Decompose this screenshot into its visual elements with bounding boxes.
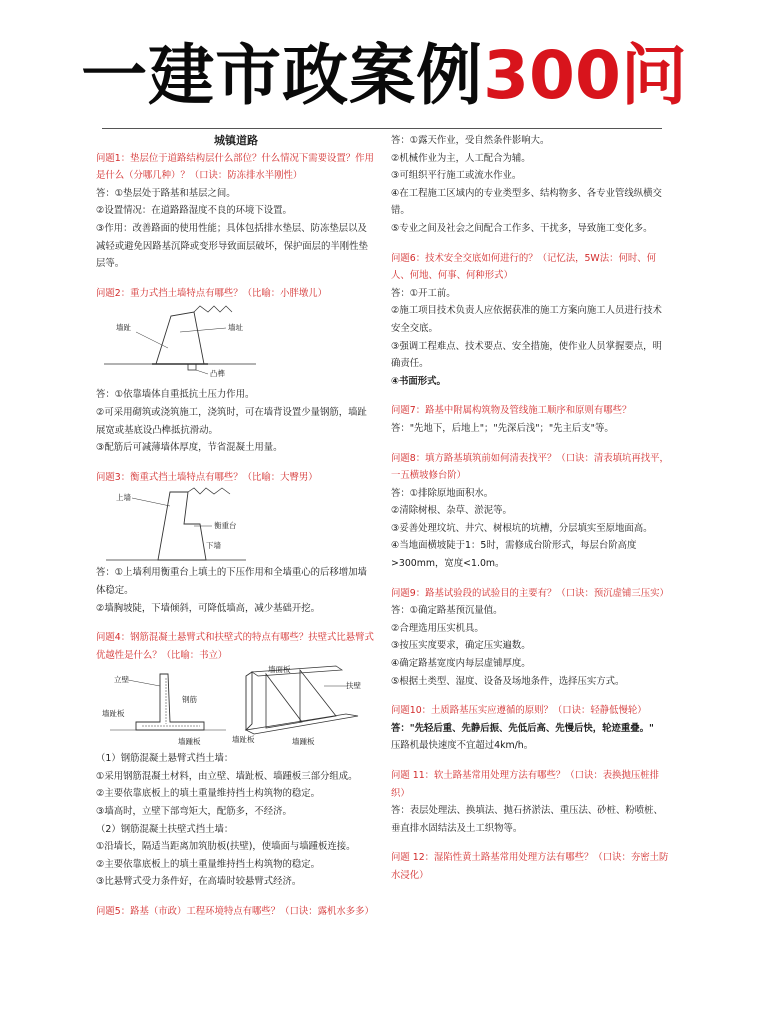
answer-8-line: 答：①排除原地面积水。 (391, 487, 494, 499)
answer-3-line: ②墙胸坡陡，下墙倾斜，可降低墙高，减少基础开挖。 (96, 602, 321, 614)
answer-5-line: 答：①露天作业，受自然条件影响大。 (391, 135, 550, 146)
top-rule (102, 128, 662, 129)
answer-10-line: 答："先轻后重、先静后振、先低后高、先慢后快，轮迹重叠。" (391, 722, 654, 734)
answer-4-heading: （2）钢筋混凝土扶壁式挡土墙： (96, 823, 234, 835)
label-vertical-wall: 立壁 (114, 675, 129, 685)
answer-6-line: ③强调工程难点、技术要点、安全措施，使作业人员掌握要点，明确责任。 (391, 340, 662, 370)
answer-5-line: ④在工程施工区域内的专业类型多、结构物多、各专业管线纵横交错。 (391, 187, 662, 217)
answer-4-line: ③墙高时，立壁下部弯矩大，配筋多，不经济。 (96, 806, 292, 818)
left-column (96, 132, 376, 921)
question-3: 问题3：衡重式挡土墙特点有哪些？（比喻：大臀男） (96, 471, 318, 483)
answer-1-line: 答：①垫层处于路基和基层之间。 (96, 187, 236, 199)
section-title: 城镇道路 (214, 134, 258, 147)
answer-10-line: 压路机最快速度不宜超过4km/h。 (391, 740, 534, 752)
answer-2-line: ③配筋后可减薄墙体厚度，节省混凝土用量。 (96, 442, 283, 454)
answer-8-line: ②清除树根、杂草、淤泥等。 (391, 505, 512, 517)
answer-1-line: ③作用：改善路面的使用性能；具体包括排水垫层、防冻垫层以及减轻或避免因路基沉降或变形导致面层破坏，保护面层的半刚性垫层等。 (96, 222, 368, 270)
label-heel-slab: 墙踵板 (178, 737, 201, 747)
answer-1-line: ②设置情况：在道路路湿度不良的环境下设置。 (96, 205, 292, 217)
label-balance-platform: 衡重台 (214, 521, 237, 531)
answer-5-line: ③可组织平行施工或流水作业。 (391, 170, 522, 182)
banner-title-black: 一建市政案例 (81, 37, 484, 114)
answer-9-line: ②合理选用压实机具。 (391, 622, 484, 634)
label-toe-slab: 墙趾板 (102, 709, 125, 719)
question-4: 问题4：钢筋混凝土悬臂式和扶壁式的特点有哪些？扶壁式比悬臂式优越性是什么？（比喻：书立） (96, 632, 374, 661)
balance-wall-svg (96, 486, 296, 564)
answer-5-line: ②机械作业为主，人工配合为辅。 (391, 152, 531, 164)
answer-8-line: ③妥善处理坟坑、井穴、树根坑的坑槽，分层填实至原地面高。 (391, 522, 653, 534)
label-wall-heel: 墙址 (228, 323, 243, 333)
answer-4-heading: （1）钢筋混凝土悬臂式挡土墙： (96, 753, 234, 765)
balance-wall-diagram (96, 486, 376, 564)
cantilever-counterfort-diagram (96, 664, 376, 750)
gravity-wall-diagram (96, 302, 376, 386)
answer-6-line: ②施工项目技术负责人应依据获准的施工方案向施工人员进行技术安全交底。 (391, 305, 662, 334)
banner-title-red: 300问 (483, 37, 687, 114)
answer-9-line: 答：①确定路基预沉量值。 (391, 605, 503, 617)
question-7: 问题7：路基中附属构筑物及管线施工顺序和原则有哪些？ (391, 405, 632, 417)
answer-9-line: ⑤根据土类型、湿度、设备及场地条件，选择压实方式。 (391, 675, 625, 687)
answer-11: 答：表层处理法、换填法、抛石挤淤法、重压法、砂桩、粉喷桩、垂直排水固结法及土工织物等。 (391, 805, 663, 834)
answer-4-line: ③比悬臂式受力条件好，在高墙时较悬臂式经济。 (96, 876, 302, 888)
right-column (391, 132, 671, 885)
answer-8-line: ④当地面横坡陡于1：5时，需修成台阶形式，每层台阶高度>300mm，宽度<1.0m。 (391, 540, 637, 570)
answer-9-line: ③按压实度要求，确定压实遍数。 (391, 640, 531, 652)
question-5: 问题5：路基（市政）工程环境特点有哪些？（口诀：露机水多多） (96, 906, 374, 918)
answer-9-line: ④确定路基宽度内每层虚铺厚度。 (391, 658, 531, 670)
label-lower-wall: 下墙 (206, 541, 221, 551)
answer-4-line: ①采用钢筋混凝土材料，由立壁、墙趾板、墙踵板三部分组成。 (96, 770, 358, 782)
answer-4-line: ②主要依靠底板上的填土重量维持挡土构筑物的稳定。 (96, 788, 321, 800)
label-face-slab: 墙面板 (268, 665, 291, 675)
answer-6-line: ④书面形式。 (391, 375, 446, 387)
label-counterfort: 扶壁 (346, 681, 361, 691)
answer-7: 答："先地下，后地上"；"先深后浅"；"先主后支"等。 (391, 422, 614, 434)
question-10: 问题10：土质路基压实应遵循的原则？（口诀：轻静低慢轮） (391, 705, 647, 717)
answer-2-line: ②可采用砌筑或浇筑施工，浇筑时，可在墙背设置少量钢筋，墙趾展宽或基底设凸榫抵抗滑动。 (96, 406, 367, 436)
cantilever-counterfort-svg (96, 664, 376, 750)
answer-6-line: 答：①开工前。 (391, 287, 456, 299)
label-shear-key: 凸榫 (210, 369, 225, 379)
answer-2-line: 答：①依靠墙体自重抵抗土压力作用。 (96, 389, 255, 401)
question-8: 问题8：填方路基填筑前如何清表找平？（口诀：清表填坑再找平，一五横坡修台阶） (391, 452, 669, 482)
question-6: 问题6：技术安全交底如何进行的？（记忆法，5W法：何时、何人、何地、何事、何种形式） (391, 252, 656, 282)
question-11: 问题 11：软土路基常用处理方法有哪些？（口诀：表换抛压桩排织） (391, 770, 660, 799)
answer-5-line: ⑤专业之间及社会之间配合工作多、干扰多，导致施工变化多。 (391, 222, 653, 234)
label-rebar: 钢筋 (182, 695, 197, 705)
title-banner (0, 22, 768, 114)
question-1: 问题1：垫层位于道路结构层什么部位？什么情况下需要设置？作用是什么（分哪几种）？（口诀：防冻排水半刚性） (96, 152, 374, 182)
question-9: 问题9：路基试验段的试验目的主要有？（口诀：预沉虚铺三压实） (391, 587, 669, 599)
label-toe-slab-2: 墙趾板 (232, 735, 255, 745)
label-heel-slab-2: 墙踵板 (292, 737, 315, 747)
gravity-wall-svg (96, 302, 296, 386)
document-page (96, 128, 668, 1008)
question-12: 问题 12：湿陷性黄土路基常用处理方法有哪些？（口诀：夯密土防水浸化） (391, 852, 669, 881)
answer-3-line: 答：①上墙利用衡重台上填土的下压作用和全墙重心的后移增加墙体稳定。 (96, 567, 367, 596)
answer-4-line: ①沿墙长，隔适当距离加筑肋板(扶壁)，使墙面与墙踵板连接。 (96, 841, 356, 853)
label-wall-toe: 墙趾 (116, 323, 131, 333)
question-2: 问题2：重力式挡土墙特点有哪些？（比喻：小胖墩儿） (96, 287, 327, 299)
label-upper-wall: 上墙 (116, 493, 131, 503)
answer-4-line: ②主要依靠底板上的填土重量维持挡土构筑物的稳定。 (96, 858, 321, 870)
